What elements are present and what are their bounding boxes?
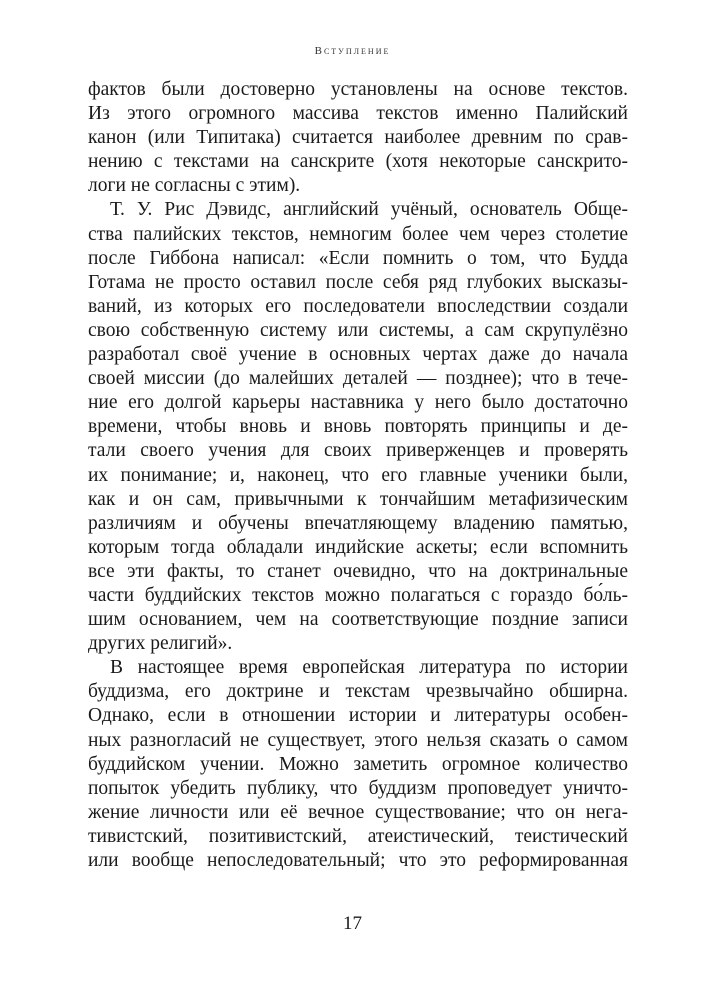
text-line: канон (или Типитака) считается наиболее древним по срав- bbox=[88, 127, 628, 149]
text-line: попыток убедить публику, что буддизм проповедует уничто- bbox=[88, 777, 628, 799]
text-line: нению с текстами на санскрите (хотя некоторые санскрито- bbox=[88, 151, 628, 173]
text-line: других религий». bbox=[88, 633, 233, 655]
text-line: все эти факты, то станет очевидно, что на доктринальные bbox=[88, 560, 628, 582]
text-line: различиям и обучены впечатляющему владению памятью, bbox=[88, 512, 628, 534]
paragraph-start-line: Т. У. Рис Дэвидс, английский учёный, основатель Обще- bbox=[110, 199, 628, 221]
text-line: ства палийских текстов, немногим более чем через столетие bbox=[88, 223, 628, 245]
paragraph-start-line: В настоящее время европейская литература по истории bbox=[110, 657, 628, 679]
text-line: тивистский, позитивистский, атеистический, теистический bbox=[88, 825, 628, 847]
text-line: их понимание; и, наконец, что его главные ученики были, bbox=[88, 464, 628, 486]
text-line: после Гиббона написал: «Если помнить о том, что Будда bbox=[88, 247, 628, 269]
text-line: как и он сам, привычными к тончайшим метафизическим bbox=[88, 488, 628, 510]
text-line: буддийском учении. Можно заметить огромное количество bbox=[88, 753, 628, 775]
text-line: буддизма, его доктрине и текстам чрезвычайно обширна. bbox=[88, 681, 628, 703]
text-line: разработал своё учение в основных чертах даже до начала bbox=[88, 344, 628, 366]
text-line: Готама не просто оставил после себя ряд глубоких высказы- bbox=[88, 271, 628, 293]
text-line: свою собственную систему или системы, а сам скрупулёзно bbox=[88, 319, 628, 341]
text-line: фактов были достоверно установлены на основе текстов. bbox=[88, 79, 628, 100]
text-line: тали своего учения для своих приверженцев и проверять bbox=[88, 440, 628, 462]
running-header: Вступление bbox=[314, 45, 391, 57]
text-line: которым тогда обладали индийские аскеты; если вспомнить bbox=[88, 536, 628, 558]
page-number: 17 bbox=[343, 913, 362, 934]
text-line: ных разногласий не существует, этого нельзя сказать о самом bbox=[88, 729, 628, 751]
text-line: Из этого огромного массива текстов именно Палийский bbox=[88, 103, 628, 125]
text-line: логи не согласны с этим). bbox=[88, 175, 301, 197]
text-line: Однако, если в отношении истории и литературы особен- bbox=[88, 705, 628, 727]
text-line: части буддийских текстов можно полагаться с гораздо бо́ль- bbox=[88, 584, 628, 606]
text-line: или вообще непоследовательный; что это реформированная bbox=[88, 850, 628, 871]
text-line: ваний, из которых его последователи впоследствии создали bbox=[88, 295, 628, 317]
text-line: ние его долгой карьеры наставника у него было достаточно bbox=[88, 392, 628, 414]
body-text bbox=[88, 78, 628, 873]
text-line: своей миссии (до малейших деталей — позднее); что в тече- bbox=[88, 368, 628, 390]
text-line: времени, чтобы вновь и вновь повторять принципы и де- bbox=[88, 416, 628, 438]
text-line: жение личности или её вечное существование; что он нега- bbox=[88, 801, 628, 823]
text-line: шим основанием, чем на соответствующие поздние записи bbox=[88, 609, 628, 631]
